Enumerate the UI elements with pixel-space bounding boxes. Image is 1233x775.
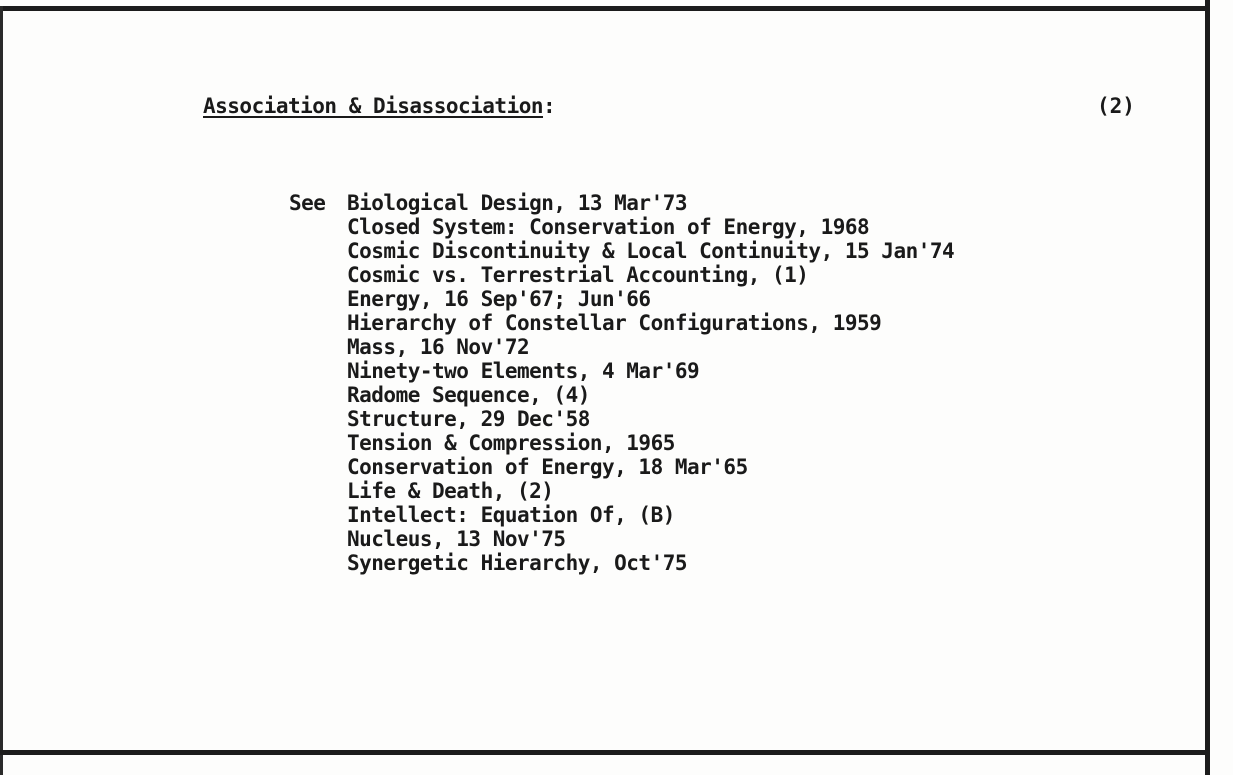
page-number: (2)	[1097, 94, 1135, 118]
reference-item: Cosmic vs. Terrestrial Accounting, (1)	[347, 263, 809, 287]
reference-item: Intellect: Equation Of, (B)	[347, 503, 675, 527]
reference-item: Ninety-two Elements, 4 Mar'69	[347, 359, 700, 383]
heading-title: Association & Disassociation	[203, 94, 544, 118]
reference-item: Cosmic Discontinuity & Local Continuity, 15 Jan'74	[347, 239, 955, 263]
reference-list	[347, 191, 954, 575]
reference-item: Radome Sequence, (4)	[347, 383, 590, 407]
reference-item: Nucleus, 13 Nov'75	[347, 527, 566, 551]
card-border-bottom	[0, 750, 1210, 755]
card-heading	[203, 94, 555, 118]
reference-item: Synergetic Hierarchy, Oct'75	[347, 551, 688, 575]
heading-colon: :	[543, 94, 556, 118]
reference-item: Energy, 16 Sep'67; Jun'66	[347, 287, 651, 311]
reference-item: Biological Design, 13 Mar'73	[347, 191, 688, 215]
see-label: See	[289, 191, 326, 215]
reference-item: Closed System: Conservation of Energy, 1968	[347, 215, 870, 239]
card-border-right	[1205, 0, 1210, 775]
reference-item: Tension & Compression, 1965	[347, 431, 675, 455]
reference-item: Life & Death, (2)	[347, 479, 554, 503]
reference-item: Mass, 16 Nov'72	[347, 335, 530, 359]
reference-item: Conservation of Energy, 18 Mar'65	[347, 455, 748, 479]
card-border-left	[0, 6, 3, 775]
reference-item: Hierarchy of Constellar Configurations, 1959	[347, 311, 882, 335]
card-border-top	[0, 6, 1210, 11]
reference-item: Structure, 29 Dec'58	[347, 407, 590, 431]
